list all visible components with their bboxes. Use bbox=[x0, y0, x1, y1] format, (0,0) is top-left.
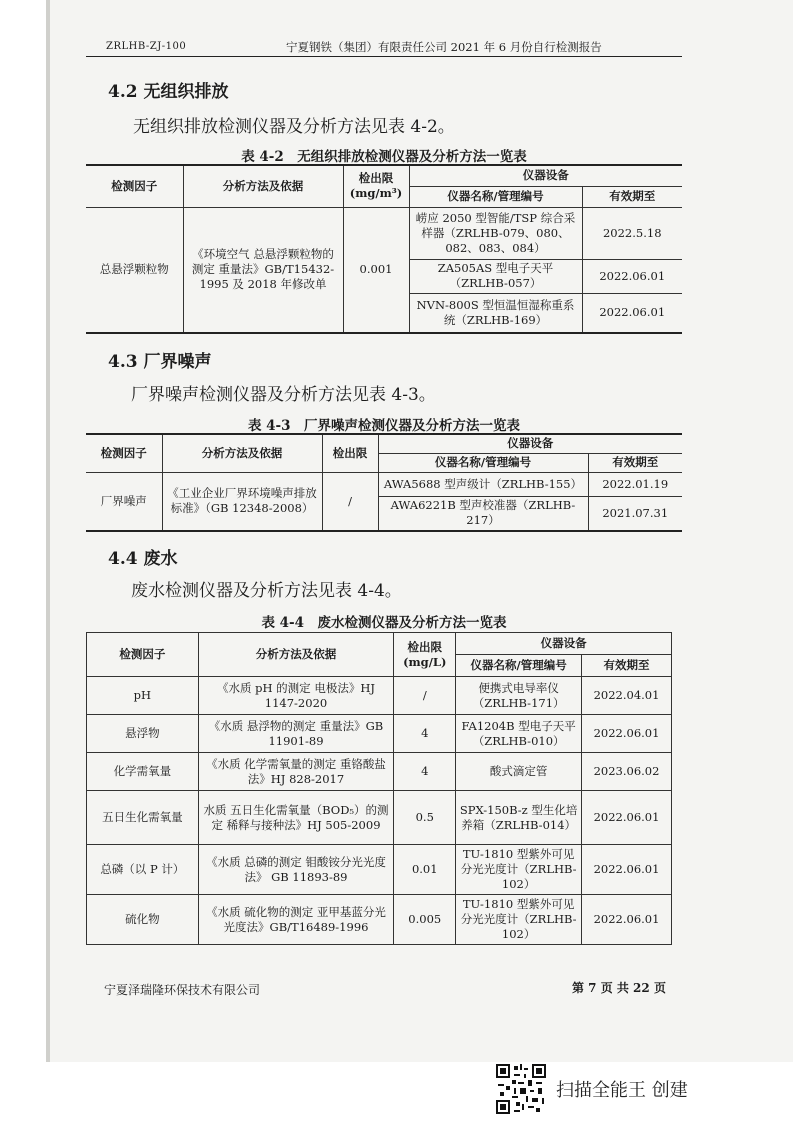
instrument-name: ZA505AS 型电子天平（ZRLHB-057） bbox=[409, 259, 582, 293]
header-rule bbox=[86, 56, 682, 57]
col-instrument-name: 仪器名称/管理编号 bbox=[409, 186, 582, 207]
table-4-4 bbox=[86, 632, 672, 945]
method-cell: 《水质 总磷的测定 钼酸铵分光光度法》 GB 11893-89 bbox=[198, 845, 394, 895]
col-factor: 检测因子 bbox=[87, 633, 199, 677]
page-edge-shadow bbox=[46, 0, 50, 1062]
col-limit: 检出限 bbox=[322, 434, 378, 472]
instrument-name: 崂应 2050 型智能/TSP 综合采样器（ZRLHB-079、080、082、083、084） bbox=[409, 207, 582, 259]
scanner-watermark: 扫描全能王 创建 bbox=[556, 1080, 688, 1101]
section-heading-4-2: 4.2 无组织排放 bbox=[108, 82, 229, 102]
instrument-valid: 2022.06.01 bbox=[582, 895, 672, 945]
factor-cell: 化学需氧量 bbox=[87, 753, 199, 791]
limit-cell: 0.01 bbox=[394, 845, 456, 895]
col-valid-until: 有效期至 bbox=[588, 453, 682, 472]
table-4-3-caption: 表 4-3 厂界噪声检测仪器及分析方法一览表 bbox=[247, 418, 521, 434]
method-cell: 《水质 悬浮物的测定 重量法》GB 11901-89 bbox=[198, 715, 394, 753]
limit-cell: 4 bbox=[394, 753, 456, 791]
method-cell: 《水质 pH 的测定 电极法》HJ 1147-2020 bbox=[198, 677, 394, 715]
limit-label: 检出限 bbox=[358, 171, 394, 186]
table-4-2-caption: 表 4-2 无组织排放检测仪器及分析方法一览表 bbox=[241, 149, 527, 165]
factor-cell: 悬浮物 bbox=[87, 715, 199, 753]
table-row bbox=[87, 753, 672, 791]
qr-code-icon bbox=[496, 1064, 546, 1114]
report-title: 宁夏钢铁（集团）有限责任公司 2021 年 6 月份自行检测报告 bbox=[286, 40, 602, 54]
factor-cell: 总悬浮颗粒物 bbox=[86, 207, 183, 333]
instrument-valid: 2022.06.01 bbox=[582, 791, 672, 845]
instrument-valid: 2021.07.31 bbox=[588, 496, 682, 531]
limit-cell: / bbox=[394, 677, 456, 715]
limit-cell: 4 bbox=[394, 715, 456, 753]
col-instrument-name: 仪器名称/管理编号 bbox=[456, 655, 582, 677]
instrument-name: SPX-150B-z 型生化培养箱（ZRLHB-014） bbox=[456, 791, 582, 845]
limit-cell: / bbox=[322, 472, 378, 531]
factor-cell: 硫化物 bbox=[87, 895, 199, 945]
instrument-name: TU-1810 型紫外可见分光光度计（ZRLHB-102） bbox=[456, 845, 582, 895]
col-method: 分析方法及依据 bbox=[183, 165, 343, 207]
instrument-valid: 2022.06.01 bbox=[582, 293, 682, 333]
instrument-name: 便携式电导率仪（ZRLHB-171） bbox=[456, 677, 582, 715]
instrument-valid: 2022.06.01 bbox=[582, 259, 682, 293]
table-row bbox=[87, 715, 672, 753]
col-equipment: 仪器设备 bbox=[409, 165, 682, 186]
col-equipment: 仪器设备 bbox=[378, 434, 682, 453]
instrument-name: 酸式滴定管 bbox=[456, 753, 582, 791]
section-heading-4-4: 4.4 废水 bbox=[108, 549, 178, 569]
page-number: 第 7 页 共 22 页 bbox=[572, 981, 666, 995]
col-equipment: 仪器设备 bbox=[456, 633, 672, 655]
limit-cell: 0.5 bbox=[394, 791, 456, 845]
col-valid-until: 有效期至 bbox=[582, 655, 672, 677]
limit-unit: (mg/m³) bbox=[349, 186, 403, 201]
method-cell: 《水质 硫化物的测定 亚甲基蓝分光光度法》GB/T16489-1996 bbox=[198, 895, 394, 945]
instrument-name: FA1204B 型电子天平（ZRLHB-010） bbox=[456, 715, 582, 753]
col-method: 分析方法及依据 bbox=[162, 434, 322, 472]
col-limit bbox=[394, 633, 456, 677]
table-row bbox=[87, 895, 672, 945]
instrument-name: AWA5688 型声级计（ZRLHB-155） bbox=[378, 472, 588, 496]
col-limit bbox=[343, 165, 409, 207]
footer-company: 宁夏泽瑞隆环保技术有限公司 bbox=[104, 983, 261, 997]
table-4-3 bbox=[86, 433, 682, 532]
table-row bbox=[87, 791, 672, 845]
instrument-valid: 2022.5.18 bbox=[582, 207, 682, 259]
instrument-valid: 2023.06.02 bbox=[582, 753, 672, 791]
table-4-4-caption: 表 4-4 废水检测仪器及分析方法一览表 bbox=[261, 615, 507, 631]
limit-label: 检出限 bbox=[407, 639, 442, 654]
method-cell: 《环境空气 总悬浮颗粒物的测定 重量法》GB/T15432-1995 及 2018 年修改单 bbox=[183, 207, 343, 333]
factor-cell: 五日生化需氧量 bbox=[87, 791, 199, 845]
instrument-valid: 2022.06.01 bbox=[582, 845, 672, 895]
limit-cell: 0.005 bbox=[394, 895, 456, 945]
doc-code: ZRLHB-ZJ-100 bbox=[106, 41, 187, 52]
method-cell: 《水质 化学需氧量的测定 重铬酸盐法》HJ 828-2017 bbox=[198, 753, 394, 791]
table-row bbox=[87, 845, 672, 895]
col-factor: 检测因子 bbox=[86, 165, 183, 207]
limit-unit: (mg/L) bbox=[403, 654, 447, 669]
instrument-valid: 2022.04.01 bbox=[582, 677, 672, 715]
method-cell: 水质 五日生化需氧量（BOD₅）的测定 稀释与接种法》HJ 505-2009 bbox=[198, 791, 394, 845]
col-instrument-name: 仪器名称/管理编号 bbox=[378, 453, 588, 472]
section-4-4-intro: 废水检测仪器及分析方法见表 4-4。 bbox=[131, 581, 402, 601]
factor-cell: pH bbox=[87, 677, 199, 715]
method-cell: 《工业企业厂界环境噪声排放标准》（GB 12348-2008） bbox=[162, 472, 322, 531]
section-4-3-intro: 厂界噪声检测仪器及分析方法见表 4-3。 bbox=[131, 385, 436, 405]
limit-cell: 0.001 bbox=[343, 207, 409, 333]
instrument-valid: 2022.01.19 bbox=[588, 472, 682, 496]
instrument-name: TU-1810 型紫外可见分光光度计（ZRLHB-102） bbox=[456, 895, 582, 945]
instrument-name: AWA6221B 型声校准器（ZRLHB-217） bbox=[378, 496, 588, 531]
col-factor: 检测因子 bbox=[86, 434, 162, 472]
factor-cell: 厂界噪声 bbox=[86, 472, 162, 531]
instrument-name: NVN-800S 型恒温恒湿称重系统（ZRLHB-169） bbox=[409, 293, 582, 333]
col-valid-until: 有效期至 bbox=[582, 186, 682, 207]
section-heading-4-3: 4.3 厂界噪声 bbox=[108, 352, 212, 372]
instrument-valid: 2022.06.01 bbox=[582, 715, 672, 753]
section-4-2-intro: 无组织排放检测仪器及分析方法见表 4-2。 bbox=[133, 117, 455, 137]
table-4-2 bbox=[86, 164, 682, 334]
factor-cell: 总磷（以 P 计） bbox=[87, 845, 199, 895]
col-method: 分析方法及依据 bbox=[198, 633, 394, 677]
table-row bbox=[87, 677, 672, 715]
